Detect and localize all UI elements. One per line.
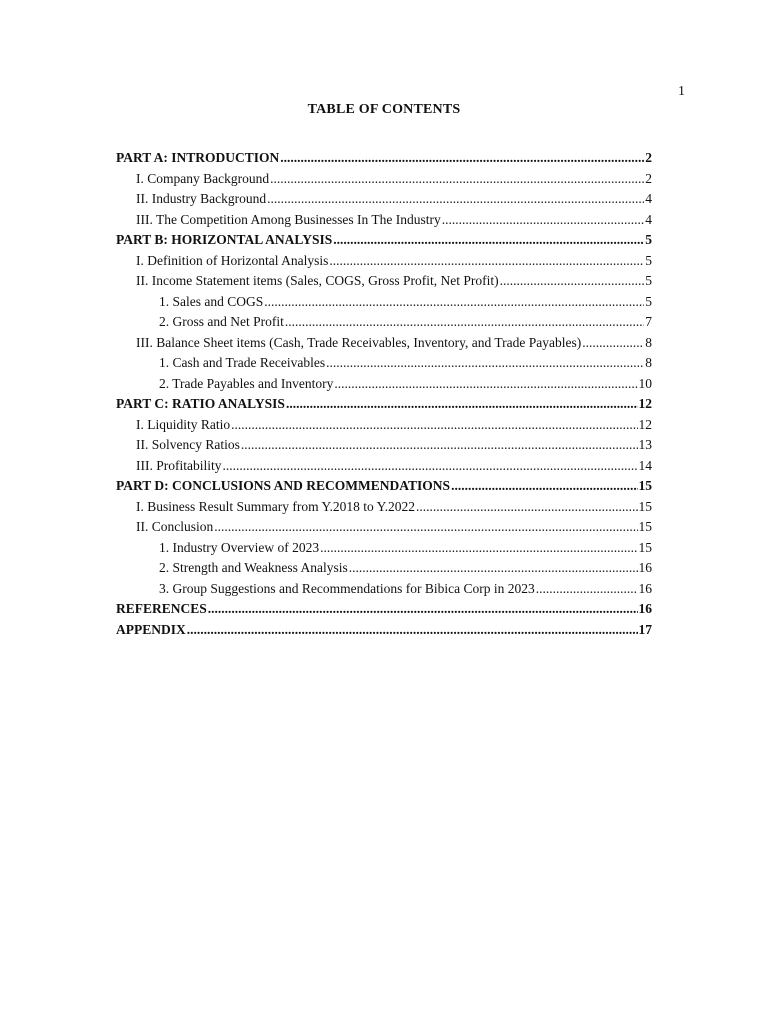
toc-dot-leader — [270, 169, 644, 190]
toc-dot-leader — [334, 374, 637, 395]
toc-entry-label: PART D: CONCLUSIONS AND RECOMMENDATIONS — [116, 478, 451, 493]
toc-entry-page: 15 — [638, 539, 652, 555]
toc-entry-page: 16 — [638, 560, 652, 575]
toc-entry-label: 1. Industry Overview of 2023 — [159, 539, 320, 555]
toc-entry-label: III. The Competition Among Businesses In The Industry — [136, 211, 441, 227]
toc-dot-leader — [442, 210, 645, 231]
toc-entry-page: 10 — [638, 375, 652, 391]
toc-entry-label: I. Business Result Summary from Y.2018 to Y.2022 — [136, 498, 416, 514]
toc-entry-label: I. Liquidity Ratio — [136, 416, 231, 432]
toc-entry-page: 7 — [645, 314, 652, 329]
toc-entry-label: III. Balance Sheet items (Cash, Trade Receivables, Inventory, and Trade Payables) — [136, 334, 582, 350]
toc-entry-page: 5 — [645, 293, 652, 309]
toc-dot-leader — [416, 497, 637, 518]
toc-entry[interactable] — [116, 538, 652, 559]
toc-entry[interactable] — [116, 558, 652, 579]
toc-entry-label: II. Income Statement items (Sales, COGS, Gross Profit, Net Profit) — [136, 273, 499, 288]
toc-entry-page: 12 — [638, 396, 652, 411]
toc-entry-label: 2. Trade Payables and Inventory — [159, 375, 334, 391]
toc-entry-label: 1. Sales and COGS — [159, 293, 264, 309]
toc-entry[interactable] — [116, 415, 652, 436]
toc-entry[interactable] — [116, 189, 652, 210]
toc-dot-leader — [280, 148, 644, 169]
toc-dot-leader — [582, 333, 644, 354]
toc-entry[interactable] — [116, 292, 652, 313]
toc-dot-leader — [208, 599, 638, 620]
toc-entry-label: II. Conclusion — [136, 519, 214, 534]
toc-entry[interactable] — [116, 312, 652, 333]
toc-entry-page: 16 — [638, 580, 652, 596]
toc-entry[interactable] — [116, 353, 652, 374]
toc-dot-leader — [349, 558, 638, 579]
toc-entry-page: 4 — [645, 191, 652, 206]
toc-entry-label: REFERENCES — [116, 601, 207, 616]
toc-dot-leader — [222, 456, 637, 477]
page-number: 1 — [678, 84, 685, 99]
toc-entry[interactable] — [116, 169, 652, 190]
toc-entry-label: PART A: INTRODUCTION — [116, 150, 280, 165]
toc-entry-label: II. Industry Background — [136, 191, 267, 206]
toc-entry-page: 15 — [638, 478, 652, 493]
toc-entry-page: 4 — [645, 211, 652, 227]
toc-entry-page: 13 — [638, 437, 652, 452]
toc-entry-label: I. Definition of Horizontal Analysis — [136, 252, 329, 268]
toc-dot-leader — [231, 415, 637, 436]
toc-dot-leader — [214, 517, 637, 538]
toc-entry-page: 5 — [645, 232, 652, 247]
toc-entry[interactable] — [116, 599, 652, 620]
toc-entry-label: I. Company Background — [136, 170, 270, 186]
toc-entry-label: 2. Gross and Net Profit — [159, 314, 284, 329]
toc-entry-label: 2. Strength and Weakness Analysis — [159, 560, 348, 575]
toc-entry-label: 3. Group Suggestions and Recommendations for Bibica Corp in 2023 — [159, 580, 535, 596]
toc-title: TABLE OF CONTENTS — [307, 102, 461, 117]
toc-entry[interactable] — [116, 230, 652, 251]
toc-entry-page: 12 — [638, 416, 652, 432]
toc-dot-leader — [264, 292, 644, 313]
toc-dot-leader — [187, 620, 638, 641]
toc-entry-page: 14 — [638, 457, 652, 473]
toc-entry-page: 2 — [645, 170, 652, 186]
table-of-contents — [116, 148, 652, 640]
toc-entry[interactable] — [116, 517, 652, 538]
toc-dot-leader — [536, 579, 638, 600]
toc-dot-leader — [241, 435, 638, 456]
toc-entry-page: 15 — [638, 519, 652, 534]
toc-entry-label: III. Profitability — [136, 457, 222, 473]
toc-entry[interactable] — [116, 579, 652, 600]
toc-entry[interactable] — [116, 271, 652, 292]
toc-entry-label: APPENDIX — [116, 621, 186, 637]
toc-dot-leader — [500, 271, 645, 292]
toc-entry[interactable] — [116, 476, 652, 497]
toc-entry[interactable] — [116, 394, 652, 415]
toc-dot-leader — [451, 476, 637, 497]
toc-dot-leader — [285, 312, 644, 333]
toc-dot-leader — [326, 353, 644, 374]
toc-entry[interactable] — [116, 620, 652, 641]
toc-dot-leader — [320, 538, 637, 559]
toc-entry-label: 1. Cash and Trade Receivables — [159, 355, 326, 370]
toc-entry-label: PART C: RATIO ANALYSIS — [116, 396, 285, 411]
toc-dot-leader — [329, 251, 644, 272]
toc-dot-leader — [267, 189, 644, 210]
toc-entry[interactable] — [116, 210, 652, 231]
toc-entry[interactable] — [116, 456, 652, 477]
toc-entry-page: 15 — [638, 498, 652, 514]
toc-entry-page: 5 — [645, 252, 652, 268]
toc-entry-label: PART B: HORIZONTAL ANALYSIS — [116, 232, 333, 247]
toc-dot-leader — [286, 394, 638, 415]
toc-dot-leader — [333, 230, 644, 251]
toc-entry[interactable] — [116, 435, 652, 456]
toc-entry[interactable] — [116, 148, 652, 169]
toc-entry-page: 17 — [638, 621, 652, 637]
toc-entry[interactable] — [116, 333, 652, 354]
toc-entry-page: 8 — [645, 334, 652, 350]
toc-entry[interactable] — [116, 374, 652, 395]
toc-entry-page: 16 — [638, 601, 652, 616]
toc-entry-label: II. Solvency Ratios — [136, 437, 240, 452]
toc-entry-page: 5 — [645, 273, 652, 288]
toc-entry-page: 8 — [645, 355, 652, 370]
toc-entry[interactable] — [116, 497, 652, 518]
toc-entry[interactable] — [116, 251, 652, 272]
toc-entry-page: 2 — [645, 150, 652, 165]
